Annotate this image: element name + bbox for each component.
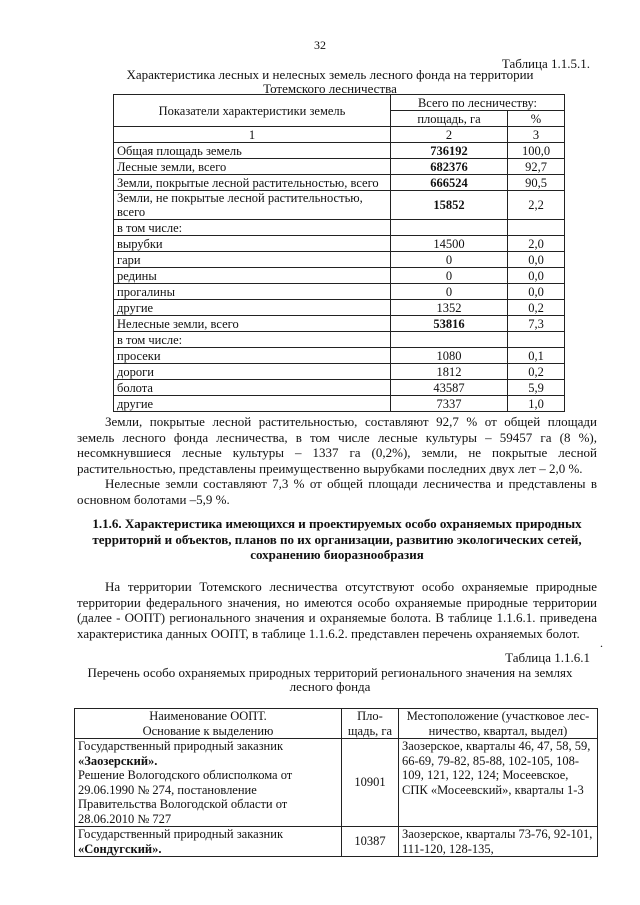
land-category: дороги xyxy=(114,364,391,380)
table-row xyxy=(114,348,565,364)
land-category: Нелесные земли, всего xyxy=(114,316,391,332)
land-category: Лесные земли, всего xyxy=(114,159,391,175)
header-name-line2: Основание к выделению xyxy=(142,723,274,738)
land-category: Земли, покрытые лесной растительностью, всего xyxy=(114,175,391,191)
col-number-1: 1 xyxy=(114,127,391,143)
land-category: болота xyxy=(114,380,391,396)
land-percent: 7,3 xyxy=(508,316,565,332)
header-area-line1: Пло- xyxy=(357,709,383,723)
table-row xyxy=(114,159,565,175)
section-heading: 1.1.6. Характеристика имеющихся и проектируемых особо охраняемых природных территорий и объектов, планов по их организации, развитию экологических сетей, сохранению биоразнообразия xyxy=(92,516,582,562)
table-row xyxy=(114,143,565,159)
land-area xyxy=(391,220,508,236)
paragraph-non-forest: Нелесные земли составляют 7,3 % от общей площади лесничества и представлены в основном болотами –5,9 %. xyxy=(77,476,597,507)
table-row xyxy=(114,380,565,396)
land-percent: 0,2 xyxy=(508,364,565,380)
table1-title-line2: Тотемского лесничества xyxy=(263,81,397,96)
table-row xyxy=(114,316,565,332)
reserve-location: Заозерское, кварталы 46, 47, 58, 59, 66-69, 79-82, 85-88, 102-105, 108-109, 121, 122, 124; Мосеевское, СПК «Мосеевский», кварталы 1-3 xyxy=(399,739,598,827)
land-category: редины xyxy=(114,268,391,284)
land-percent: 92,7 xyxy=(508,159,565,175)
land-characteristics-table xyxy=(113,94,565,412)
land-category: прогалины xyxy=(114,284,391,300)
protected-areas-table xyxy=(74,708,598,857)
reserve-area: 10387 xyxy=(342,827,399,857)
land-area: 0 xyxy=(391,284,508,300)
land-percent xyxy=(508,332,565,348)
header-total: Всего по лесничеству: xyxy=(391,95,565,111)
land-area: 666524 xyxy=(391,175,508,191)
header-location-line2: ничество, квартал, выдел) xyxy=(428,723,568,738)
table2-label: Таблица 1.1.6.1 xyxy=(505,650,590,665)
col-number-3: 3 xyxy=(508,127,565,143)
land-area: 736192 xyxy=(391,143,508,159)
table-row xyxy=(114,396,565,412)
land-percent: 1,0 xyxy=(508,396,565,412)
reserve-location: Заозерское, кварталы 73-76, 92-101, 111-120, 128-135, xyxy=(399,827,598,857)
reserve-name-cell xyxy=(75,827,342,857)
land-percent xyxy=(508,220,565,236)
land-percent: 0,0 xyxy=(508,268,565,284)
land-category: просеки xyxy=(114,348,391,364)
land-area: 0 xyxy=(391,252,508,268)
table-row xyxy=(114,332,565,348)
land-area xyxy=(391,332,508,348)
table1-label: Таблица 1.1.5.1. xyxy=(501,56,590,71)
reserve-name: «Заозерский». xyxy=(78,753,158,768)
land-percent: 5,9 xyxy=(508,380,565,396)
land-percent: 2,0 xyxy=(508,236,565,252)
header-indicators: Показатели характеристики земель xyxy=(114,95,391,127)
header-pct: % xyxy=(508,111,565,127)
table-row xyxy=(75,739,598,827)
land-percent: 0,1 xyxy=(508,348,565,364)
land-percent: 0,2 xyxy=(508,300,565,316)
land-percent: 0,0 xyxy=(508,284,565,300)
land-category: в том числе: xyxy=(114,332,391,348)
reserve-basis: Решение Вологодского облисполкома от 29.06.1990 № 274, постановление Правительства Вологодской области от 28.06.2010 № 727 xyxy=(78,768,293,826)
table-row xyxy=(114,252,565,268)
land-category: вырубки xyxy=(114,236,391,252)
land-category: Земли, не покрытые лесной растительностью, всего xyxy=(114,191,391,220)
reserve-type: Государственный природный заказник xyxy=(78,827,284,841)
land-area: 0 xyxy=(391,268,508,284)
land-area: 1352 xyxy=(391,300,508,316)
table2-title-line1: Перечень особо охраняемых природных территорий регионального значения на землях xyxy=(87,665,573,680)
land-percent: 90,5 xyxy=(508,175,565,191)
paragraph-forest-cover: Земли, покрытые лесной растительностью, составляют 92,7 % от общей площади земель лесного фонда лесничества, в том числе лесные культуры – 59457 га (8 %), несомкнувшиеся лесные культуры – 1337 га (0,2%), земли, не покрытые лесной растительностью, представлены преимущественно вырубками последних двух лет – 2,0 %. xyxy=(77,414,597,476)
land-percent: 0,0 xyxy=(508,252,565,268)
table1-title-line1: Характеристика лесных и нелесных земель лесного фонда на территории xyxy=(126,67,534,82)
land-category: в том числе: xyxy=(114,220,391,236)
reserve-type: Государственный природный заказник xyxy=(78,739,284,753)
paragraph-protected-areas: На территории Тотемского лесничества отсутствуют особо охраняемые природные территории федерального значения, но имеются особо охраняемые природные территории (далее - ООПТ) регионального значения и охраняемые болота. В таблице 1.1.6.1. приведена характеристика данных ООПТ, в таблице 1.1.6.2. представлен перечень охраняемых болот. xyxy=(77,579,597,641)
table-row xyxy=(114,175,565,191)
header-location-line1: Местоположение (участковое лес- xyxy=(406,709,590,723)
land-summary-text xyxy=(77,414,597,507)
reserve-name-cell xyxy=(75,739,342,827)
table-row xyxy=(114,364,565,380)
header-name-line1: Наименование ООПТ. xyxy=(149,709,267,723)
stray-dot: . xyxy=(600,636,603,650)
reserve-name: «Сондугский». xyxy=(78,841,162,856)
table-row xyxy=(75,827,598,857)
col-number-2: 2 xyxy=(391,127,508,143)
land-area: 53816 xyxy=(391,316,508,332)
table-row xyxy=(114,300,565,316)
land-area: 43587 xyxy=(391,380,508,396)
header-location xyxy=(399,709,598,739)
header-name xyxy=(75,709,342,739)
land-percent: 2,2 xyxy=(508,191,565,220)
table-row xyxy=(114,220,565,236)
land-area: 1812 xyxy=(391,364,508,380)
table-row xyxy=(114,268,565,284)
table-row xyxy=(114,191,565,220)
table1-title xyxy=(60,68,600,96)
land-percent: 100,0 xyxy=(508,143,565,159)
land-area: 14500 xyxy=(391,236,508,252)
table-row xyxy=(114,236,565,252)
protected-areas-intro xyxy=(77,579,597,641)
header-area: площадь, га xyxy=(391,111,508,127)
land-area: 1080 xyxy=(391,348,508,364)
land-area: 682376 xyxy=(391,159,508,175)
reserve-area: 10901 xyxy=(342,739,399,827)
land-category: другие xyxy=(114,300,391,316)
table2-title xyxy=(60,666,600,694)
land-category: гари xyxy=(114,252,391,268)
land-area: 15852 xyxy=(391,191,508,220)
table-row xyxy=(114,284,565,300)
land-category: другие xyxy=(114,396,391,412)
land-category: Общая площадь земель xyxy=(114,143,391,159)
header-area xyxy=(342,709,399,739)
page-number: 32 xyxy=(314,38,326,52)
table2-title-line2: лесного фонда xyxy=(289,679,371,694)
land-area: 7337 xyxy=(391,396,508,412)
header-area-line2: щадь, га xyxy=(347,723,393,738)
land-table-body xyxy=(114,143,565,412)
